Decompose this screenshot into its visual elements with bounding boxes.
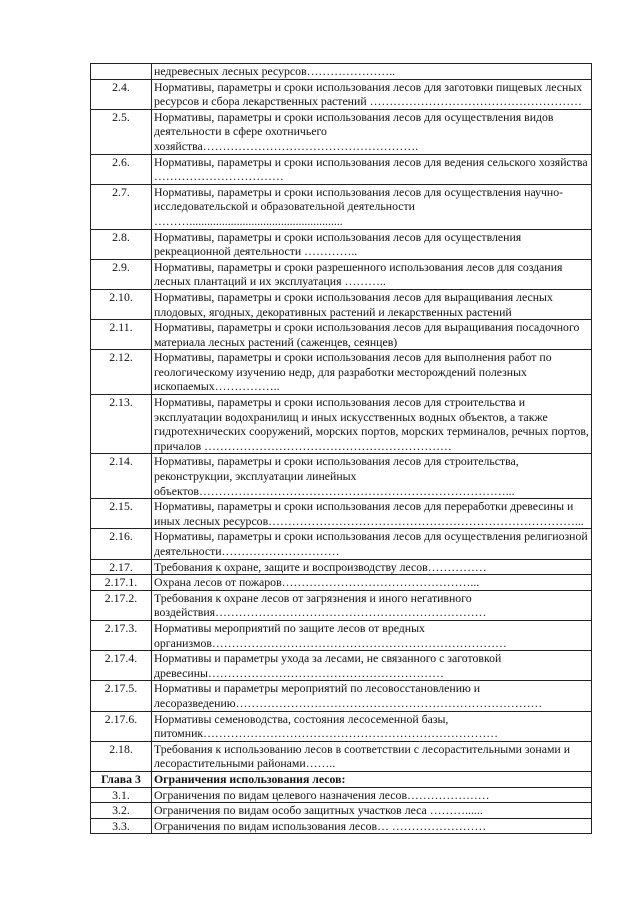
toc-row xyxy=(91,289,592,319)
section-title: Требования к использованию лесов в соответствии с лесорастительными зонами и лесорастительными районами…….. xyxy=(152,741,592,771)
toc-row xyxy=(91,79,592,109)
section-number: 2.12. xyxy=(91,350,152,395)
section-number xyxy=(91,64,152,80)
section-number: 3.2. xyxy=(91,803,152,819)
section-number: 3.3. xyxy=(91,818,152,834)
section-title: Нормативы семеноводства, состояния лесосеменной базы, питомник………………………………………………………………… xyxy=(152,711,592,741)
toc-row xyxy=(91,803,592,819)
section-number: 2.4. xyxy=(91,79,152,109)
section-number: 2.17.6. xyxy=(91,711,152,741)
toc-row xyxy=(91,771,592,787)
section-title: Нормативы, параметры и сроки использования лесов для строительства и эксплуатации водохранилищ и иных искусственных водных объектов, а также гидротехнических сооружений, морских портов, морских терминалов, речных портов, причалов ……………………………………………………… xyxy=(152,395,592,454)
toc-body xyxy=(91,64,592,834)
section-title: Ограничения использования лесов: xyxy=(152,771,592,787)
section-title: Нормативы и параметры мероприятий по лесовосстановлению и лесоразведению…………………………………………………………………… xyxy=(152,681,592,711)
toc-row xyxy=(91,320,592,350)
toc-row xyxy=(91,681,592,711)
section-number: 2.16. xyxy=(91,529,152,559)
section-title: Ограничения по видам использования лесов… …………………… xyxy=(152,818,592,834)
section-number: 2.17.3. xyxy=(91,620,152,650)
toc-table xyxy=(90,63,592,834)
section-title: Ограничения по видам целевого назначения лесов………………… xyxy=(152,787,592,803)
section-title: Ограничения по видам особо защитных участков леса ………...... xyxy=(152,803,592,819)
toc-row xyxy=(91,229,592,259)
section-title: Нормативы, параметры и сроки использования лесов для осуществления видов деятельности в сфере охотничьего хозяйства………………………………………………. xyxy=(152,109,592,154)
section-title: недревесных лесных ресурсов………………….. xyxy=(152,64,592,80)
section-title: Нормативы, параметры и сроки использования лесов для осуществления рекреационной деятельности ………….. xyxy=(152,229,592,259)
toc-row xyxy=(91,109,592,154)
toc-row xyxy=(91,651,592,681)
section-number: 2.5. xyxy=(91,109,152,154)
toc-row xyxy=(91,787,592,803)
section-title: Нормативы мероприятий по защите лесов от вредных организмов………………………………………………………………… xyxy=(152,620,592,650)
section-title: Нормативы, параметры и сроки разрешенного использования лесов для создания лесных плантаций и их эксплуатация ……….. xyxy=(152,259,592,289)
section-title: Нормативы, параметры и сроки использования лесов для ведения сельского хозяйства …………………………… xyxy=(152,154,592,184)
section-number: 2.7. xyxy=(91,184,152,229)
section-title: Нормативы, параметры и сроки использования лесов для заготовки пищевых лесных ресурсов и сбора лекарственных растений ……………………………………………… xyxy=(152,79,592,109)
toc-row xyxy=(91,259,592,289)
section-title: Требования к охране, защите и воспроизводству лесов…………… xyxy=(152,559,592,575)
section-title: Нормативы, параметры и сроки использования лесов для выполнения работ по геологическому изучению недр, для разработки месторождений полезных ископаемых…………….. xyxy=(152,350,592,395)
section-number: 2.17.1. xyxy=(91,575,152,591)
section-number: Глава 3 xyxy=(91,771,152,787)
section-number: 2.15. xyxy=(91,499,152,529)
toc-row xyxy=(91,575,592,591)
toc-row xyxy=(91,529,592,559)
toc-row xyxy=(91,154,592,184)
section-number: 2.13. xyxy=(91,395,152,454)
toc-row xyxy=(91,620,592,650)
section-title: Нормативы, параметры и сроки использования лесов для осуществления научно-исследовательской и образовательной деятельности ……….................................................... xyxy=(152,184,592,229)
section-number: 2.17. xyxy=(91,559,152,575)
section-title: Нормативы, параметры и сроки использования лесов для выращивания лесных плодовых, ягодных, декоративных растений и лекарственных растений xyxy=(152,289,592,319)
section-title: Нормативы, параметры и сроки использования лесов для строительства, реконструкции, эксплуатации линейных объектов……………………………………………………………………... xyxy=(152,454,592,499)
section-number: 2.17.5. xyxy=(91,681,152,711)
toc-row xyxy=(91,454,592,499)
toc-row xyxy=(91,64,592,80)
toc-row xyxy=(91,499,592,529)
toc-row xyxy=(91,711,592,741)
section-title: Требования к охране лесов от загрязнения и иного негативного воздействия…………………………………………………………… xyxy=(152,590,592,620)
section-title: Нормативы, параметры и сроки использования лесов для осуществления религиозной деятельности………………………… xyxy=(152,529,592,559)
toc-row xyxy=(91,741,592,771)
section-number: 2.10. xyxy=(91,289,152,319)
section-number: 2.9. xyxy=(91,259,152,289)
section-number: 2.18. xyxy=(91,741,152,771)
toc-row xyxy=(91,818,592,834)
section-title: Охрана лесов от пожаров…………………………………………... xyxy=(152,575,592,591)
section-number: 2.8. xyxy=(91,229,152,259)
section-number: 2.6. xyxy=(91,154,152,184)
section-number: 2.17.4. xyxy=(91,651,152,681)
toc-row xyxy=(91,184,592,229)
section-number: 2.17.2. xyxy=(91,590,152,620)
section-number: 2.11. xyxy=(91,320,152,350)
section-number: 2.14. xyxy=(91,454,152,499)
document-page xyxy=(90,63,592,834)
toc-row xyxy=(91,559,592,575)
section-number: 3.1. xyxy=(91,787,152,803)
section-title: Нормативы, параметры и сроки использования лесов для выращивания посадочного материала лесных растений (саженцев, сеянцев) xyxy=(152,320,592,350)
toc-row xyxy=(91,395,592,454)
section-title: Нормативы, параметры и сроки использования лесов для переработки древесины и иных лесных ресурсов……………………………………………………………………... xyxy=(152,499,592,529)
section-title: Нормативы и параметры ухода за лесами, не связанного с заготовкой древесины…………………………………………………… xyxy=(152,651,592,681)
toc-row xyxy=(91,350,592,395)
toc-row xyxy=(91,590,592,620)
